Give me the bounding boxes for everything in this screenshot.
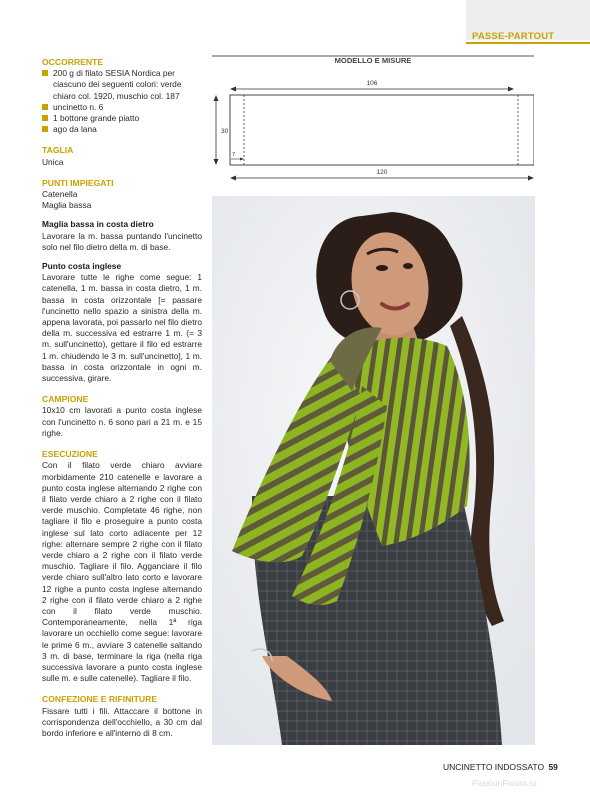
punto-catenella: Catenella [42, 189, 78, 200]
material-item: 1 bottone grande piatto [42, 113, 202, 124]
taglia-heading: TAGLIA [42, 145, 74, 156]
top-measure-label: 106 [366, 80, 378, 87]
material-item: ago da lana [42, 124, 202, 135]
shawl-outline [230, 95, 534, 165]
maglia-bassa-text: Lavorare la m. bassa puntando l'uncinetto solo nel filo dietro della m. di base. [42, 230, 202, 252]
confezione-heading: CONFEZIONE E RIFINITURE [42, 694, 158, 705]
esecuzione-heading: ESECUZIONE [42, 449, 98, 460]
page-number: 59 [548, 762, 558, 772]
costa-inglese-text: Lavorare tutte le righe come segue: 1 catenella, 1 m. bassa in costa dietro, 1 m. bassa in costa orizzontale [= passare l'uncinetto nello spazio a sinistra della m. appena lavorata, poi passarlo nel filo dietro della m. successiva ed estrarre 1 m. (= 3 m. sull'uncinetto), gettare il filo ed estrarre 1 m. chiudendo le 3 m. sull'uncinetto], 1 m. bassa in costa orizzontale in ogni m. successiva, girare. [42, 272, 202, 384]
magazine-name: UNCINETTO INDOSSATO [443, 762, 545, 772]
occorrente-heading: OCCORRENTE [42, 57, 104, 67]
punto-maglia-bassa: Maglia bassa [42, 200, 92, 211]
materials-list [42, 68, 202, 135]
material-item: 200 g di filato SESIA Nordica per ciascuno dei seguenti colori: verde chiaro col. 1920, muschio col. 187 [42, 68, 202, 102]
esecuzione-text: Con il filato verde chiaro avviare morbidamente 210 catenelle e lavorare a punto costa inglese alternando 2 righe con il filato verde chiaro a 2 righe con il filato verde muschio. Completate 46 righe, non tagliare il filo e proseguire a punto costa inglese sul lato corto adiacente per 12 righe: alternare sempre 2 righe con il filato verde chiaro a 2 righe con il filato verde muschio. Tagliare il filo. Agganciare il filo verde chiaro sull'altro lato corto e lavorare 12 righe a punto costa inglese alternando 2 righe con il filato verde chiaro a 2 righe con il filato verde muschio. Contemporaneamente, nella 1ª riga lavorare un occhiello come segue: lavorare le prime 6 m., avviare 3 catenelle saltando 3 m. di base, terminare la riga (nella riga successiva lavorare a punto costa inglese sulle m. e sulle catenelle). Tagliare il filo. [42, 460, 202, 684]
diagram-title: MODELLO E MISURE [334, 56, 412, 65]
material-item: uncinetto n. 6 [42, 102, 202, 113]
watermark: PassionForum.ru [472, 778, 537, 788]
maglia-bassa-heading: Maglia bassa in costa dietro [42, 219, 154, 230]
header-rule [466, 42, 590, 44]
bullet-square-icon [42, 70, 48, 76]
bullet-square-icon [42, 115, 48, 121]
taglia-value: Unica [42, 156, 64, 167]
inner-measure-label: 7 [232, 152, 236, 158]
instructions-column [42, 57, 202, 739]
section-label: PASSE-PARTOUT [472, 31, 555, 42]
campione-text: 10x10 cm lavorati a punto costa inglese con l'uncinetto n. 6 sono pari a 21 m. e 15 righe. [42, 405, 202, 438]
costa-inglese-heading: Punto costa inglese [42, 261, 122, 272]
model-illustration [212, 196, 535, 745]
punti-heading: PUNTI IMPIEGATI [42, 177, 114, 188]
side-measure-label: 30 [221, 128, 229, 135]
campione-heading: CAMPIONE [42, 394, 89, 405]
bullet-square-icon [42, 104, 48, 110]
schema-diagram [212, 52, 534, 190]
model-photo [212, 196, 535, 745]
bullet-square-icon [42, 126, 48, 132]
page-footer [443, 762, 558, 772]
confezione-text: Fissare tutti i fili. Attaccare il bottone in corrispondenza dell'occhiello, a 30 cm dal bordo inferiore e all'interno di 8 cm. [42, 705, 202, 738]
bottom-measure-label: 120 [376, 169, 388, 176]
